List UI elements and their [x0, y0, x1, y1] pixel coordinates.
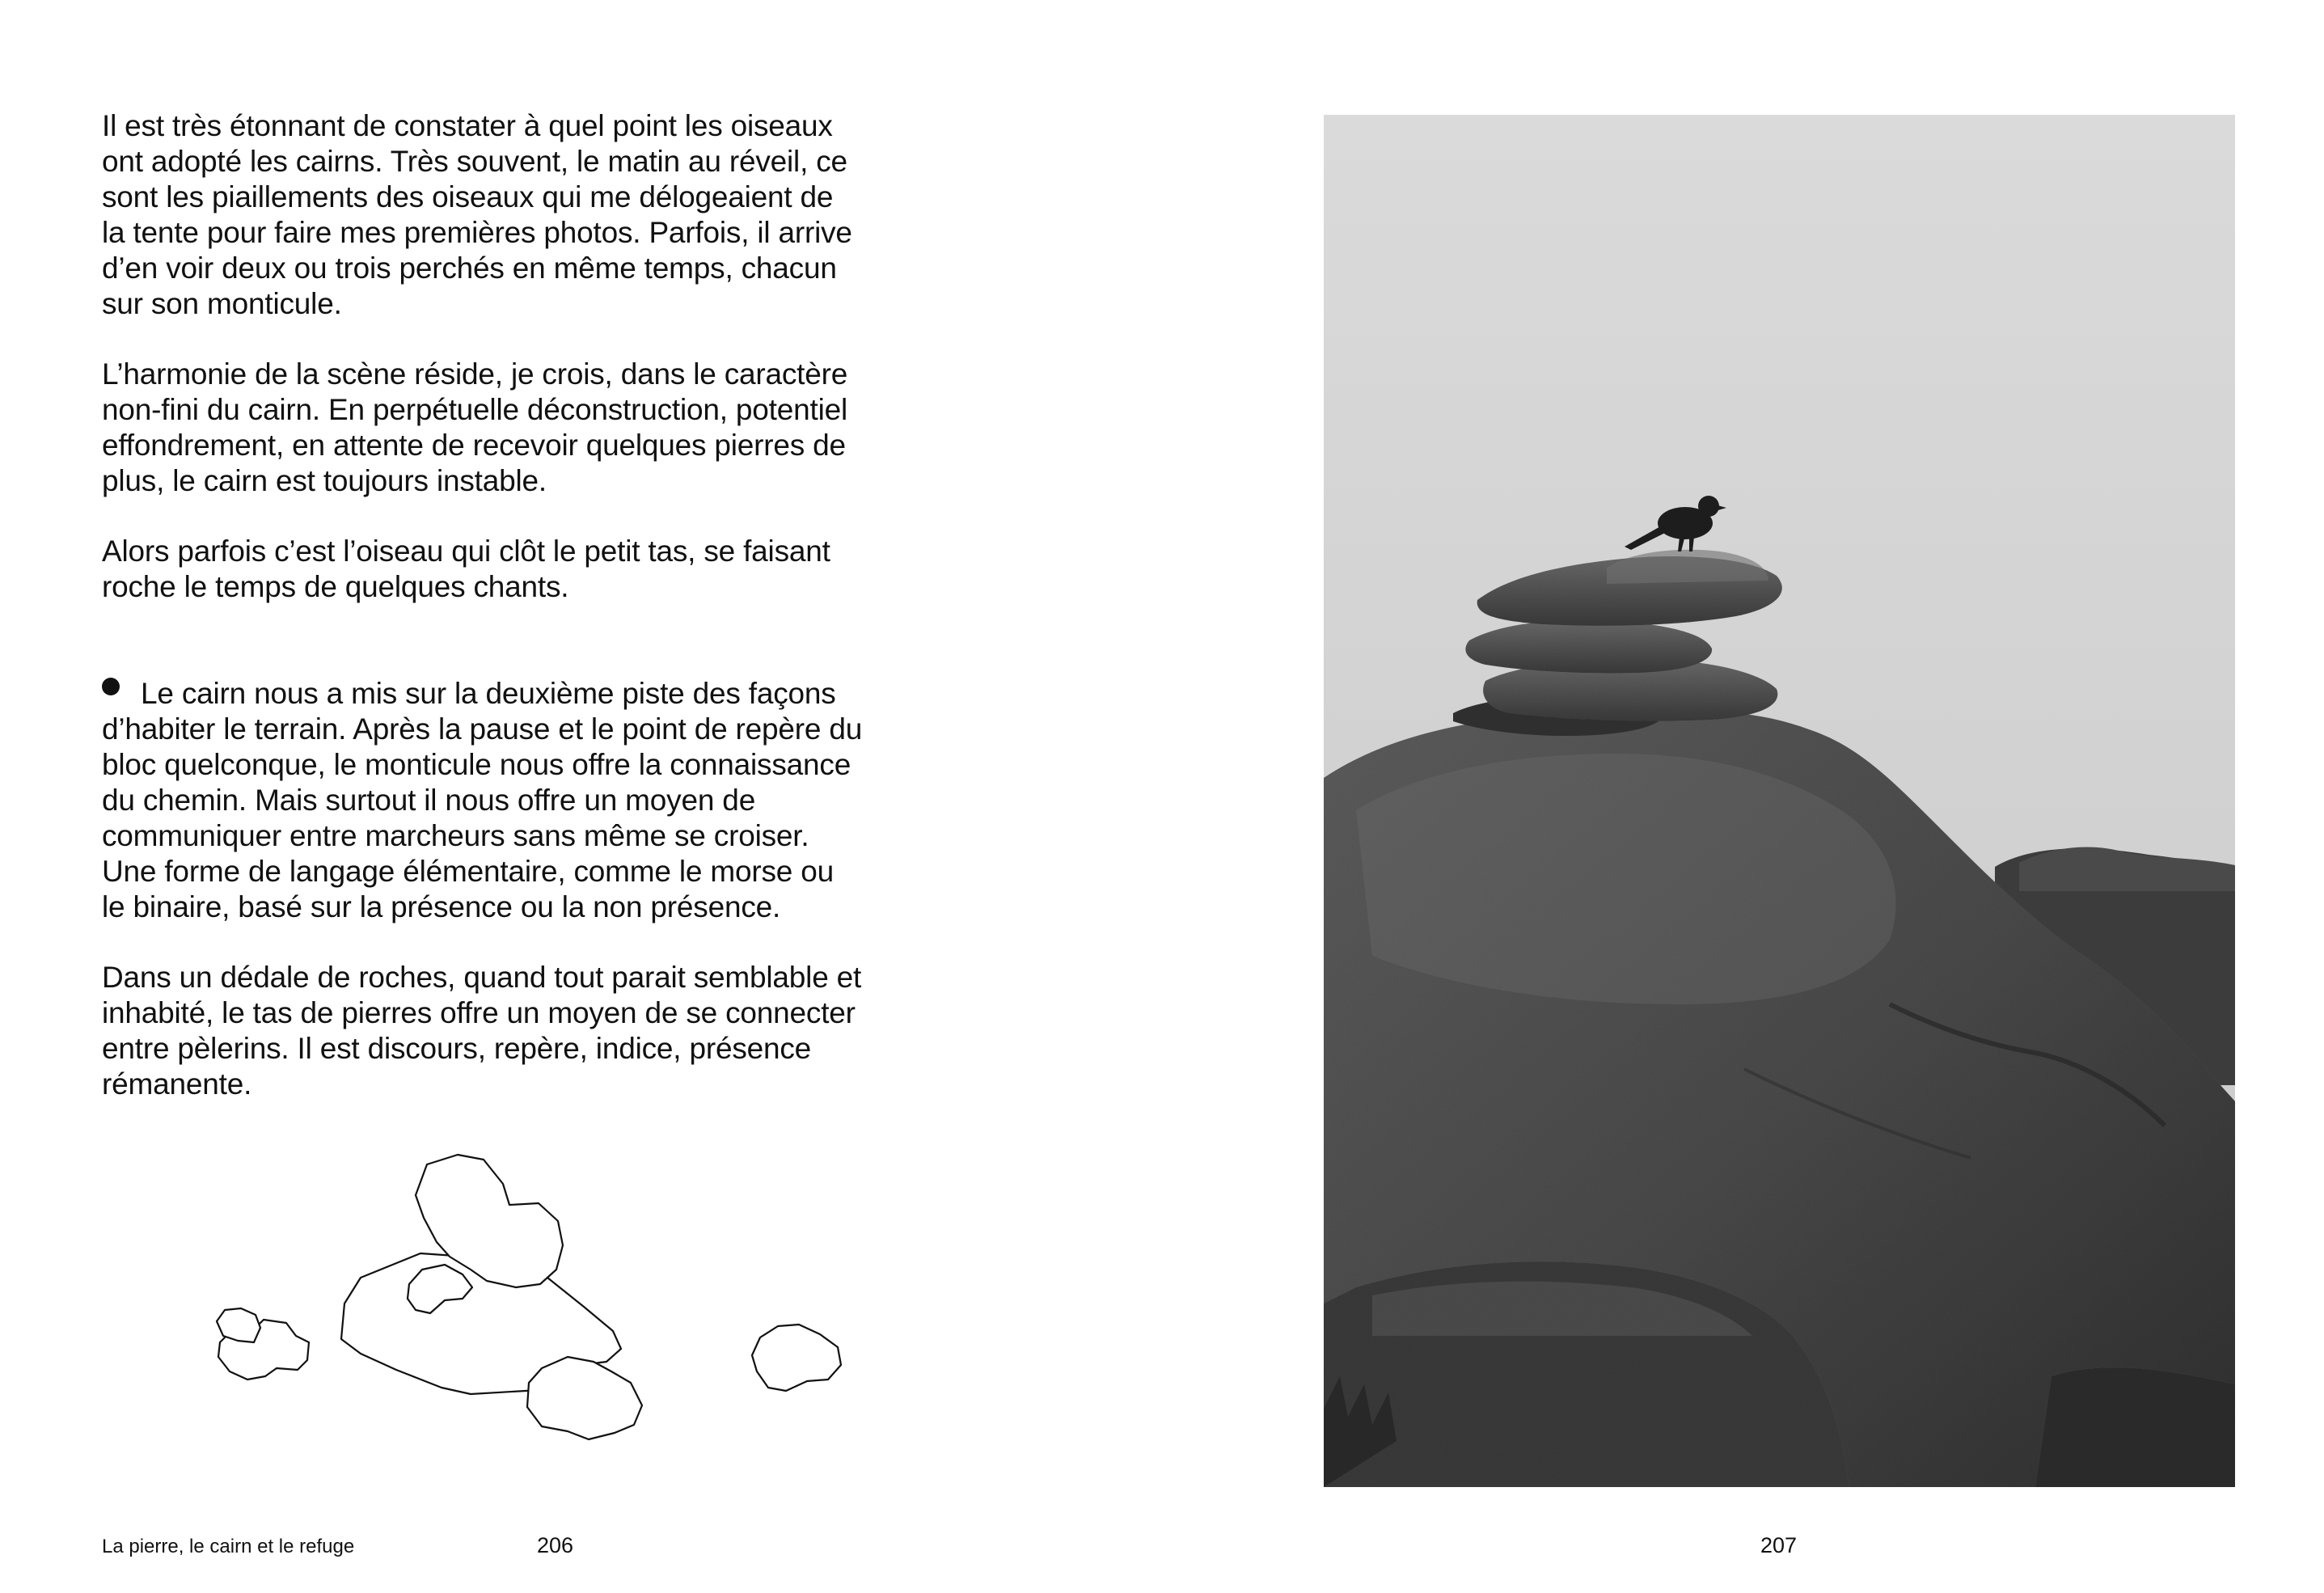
paragraph-birds: Il est très étonnant de constater à quel point les oiseaux ont adopté les cairns. Très souvent, le matin au réveil, ce sont les piaillements des oiseaux qui me délogeaient de la tente pour faire mes premières photos. Parfois, il arrive d’en voir deux ou trois perchés en même temps, chacun sur son monticule.: [102, 109, 852, 320]
bullet-dot-icon: [102, 678, 120, 695]
paragraph-bullet: [102, 676, 943, 925]
text-column: [102, 108, 943, 1137]
page-number-left: 206: [537, 1533, 574, 1557]
stone-lower-right: [527, 1357, 642, 1439]
stones-illustration: [202, 1148, 881, 1472]
paragraph-cairn-path: Le cairn nous a mis sur la deuxième piste des façons d’habiter le terrain. Après la pause et le point de repère du bloc quelconque, le monticule nous offre la connaissance du chemin. Mais surtout il nous offre un moyen de communiquer entre marcheurs sans même se croiser. Une forme de langage élémentaire, comme le morse ou le binaire, basé sur la présence ou la non présence.: [102, 677, 863, 923]
paragraph-bird-closes: Alors parfois c’est l’oiseau qui clôt le petit tas, se faisant roche le temps de quelques chants.: [102, 535, 830, 603]
bird-on-cairn-photo: [1324, 115, 2235, 1487]
footer-book-title: La pierre, le cairn et le refuge: [102, 1536, 355, 1557]
paragraph-labyrinth: Dans un dédale de roches, quand tout parait semblable et inhabité, le tas de pierres offre un moyen de se connecter entre pèlerins. Il est discours, repère, indice, présence rémanente.: [102, 961, 862, 1101]
stone-small-left-top: [217, 1308, 260, 1342]
stone-far-right: [752, 1325, 841, 1391]
paragraph-harmony: L’harmonie de la scène réside, je crois, dans le caractère non-fini du cairn. En perpétuelle déconstruction, potentiel effondrement, en attente de recevoir quelques pierres de plus, le cairn est toujours instable.: [102, 357, 848, 497]
page-number-right: 207: [1760, 1533, 1798, 1557]
